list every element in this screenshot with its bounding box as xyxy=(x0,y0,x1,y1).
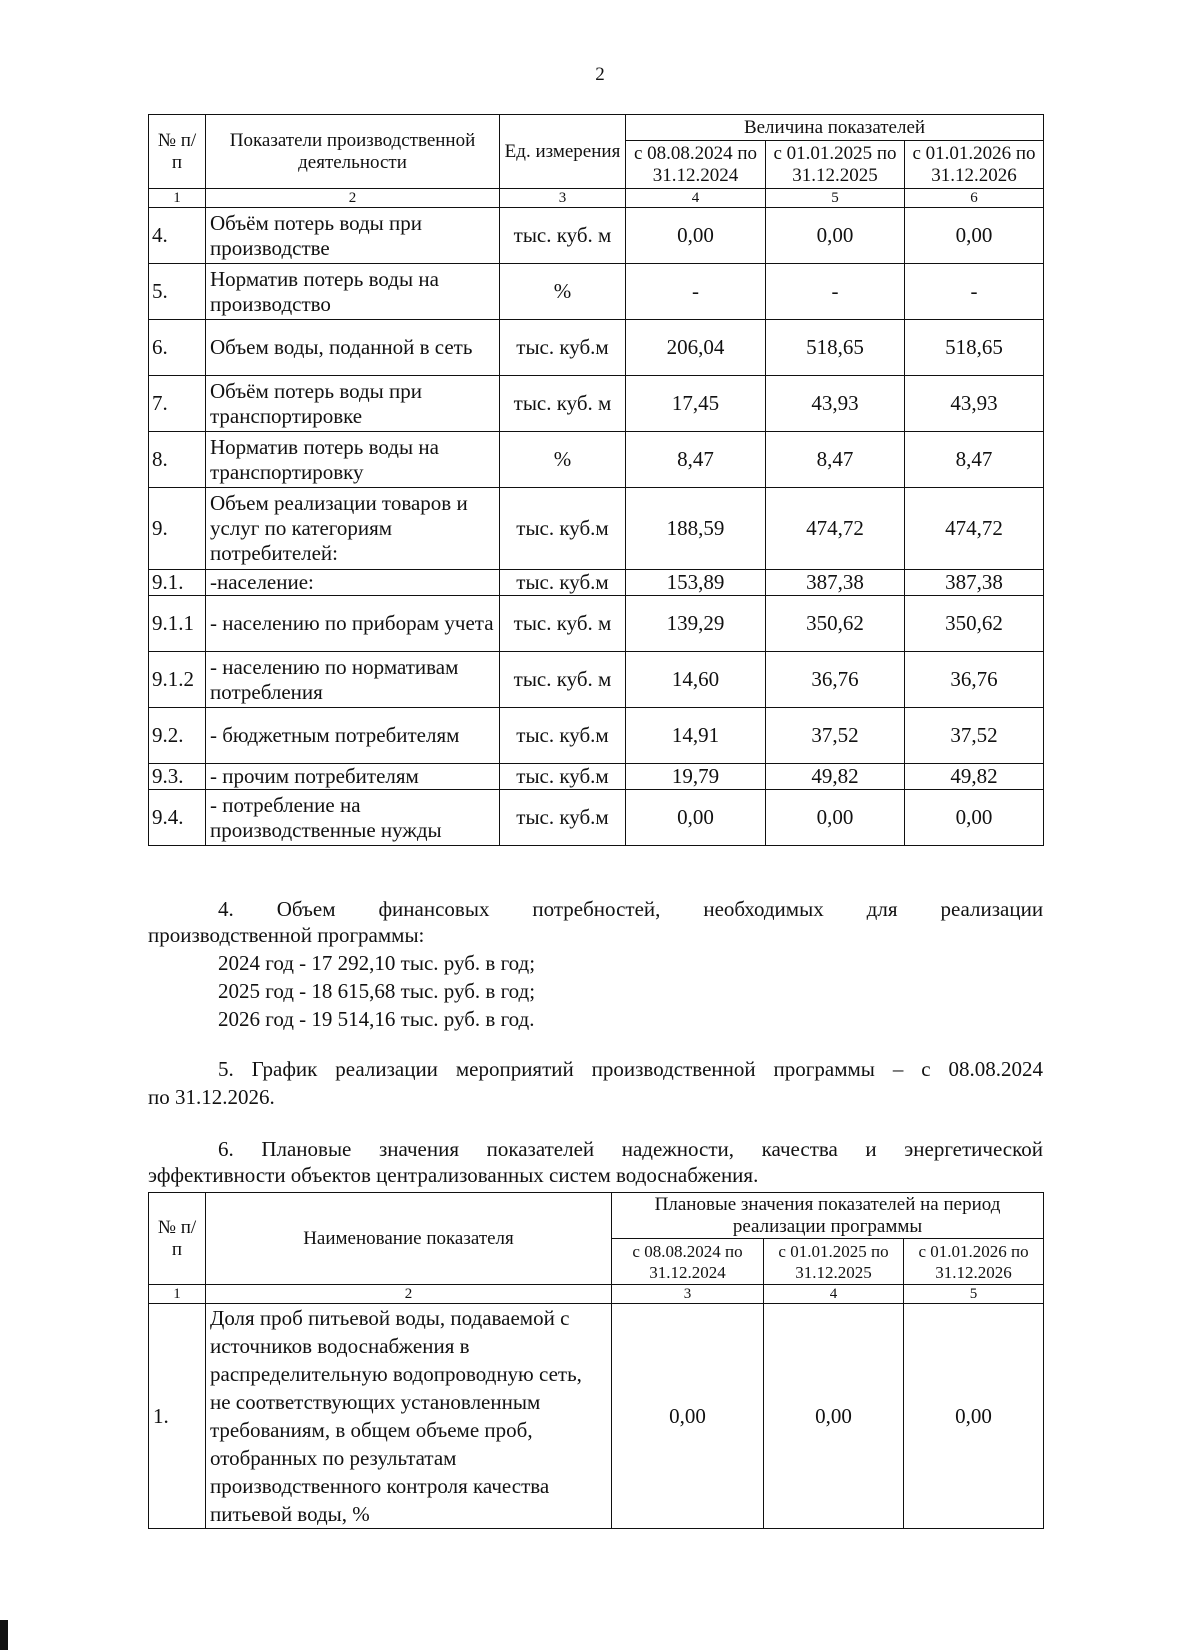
row-unit: тыс. куб. м xyxy=(500,652,626,708)
section6-line2: эффективности объектов централизованных систем водоснабжения. xyxy=(148,1163,759,1187)
column-number: 4 xyxy=(626,189,766,208)
row-number: 8. xyxy=(149,432,206,488)
header-planned-values: Плановые значения показателей на период реализации программы xyxy=(612,1193,1044,1239)
section4-word: потребностей, xyxy=(532,897,661,921)
row-value: 49,82 xyxy=(766,764,905,790)
table-row xyxy=(149,708,1044,764)
row-value: 49,82 xyxy=(905,764,1044,790)
row-indicator: Объем реализации товаров и услуг по категориям потребителей: xyxy=(206,488,500,570)
table-row xyxy=(149,432,1044,488)
row-value: 36,76 xyxy=(905,652,1044,708)
row-value: - xyxy=(766,264,905,320)
table-row xyxy=(149,596,1044,652)
row-value: 474,72 xyxy=(766,488,905,570)
row-value: 139,29 xyxy=(626,596,766,652)
row-value: 518,65 xyxy=(905,320,1044,376)
row-value: 188,59 xyxy=(626,488,766,570)
section4-line1 xyxy=(218,895,1043,923)
row-number: 4. xyxy=(149,208,206,264)
row-indicator: Объём потерь воды при производстве xyxy=(206,208,500,264)
row-value: 387,38 xyxy=(905,570,1044,596)
row-unit: % xyxy=(500,264,626,320)
row-value: 36,76 xyxy=(766,652,905,708)
header-values-group: Величина показателей xyxy=(626,115,1044,141)
column-number: 2 xyxy=(206,189,500,208)
row-unit: тыс. куб.м xyxy=(500,320,626,376)
table-row xyxy=(149,320,1044,376)
row-value: 0,00 xyxy=(905,790,1044,846)
section4-item: 2024 год - 17 292,10 тыс. руб. в год; xyxy=(218,951,536,975)
row-indicator: Норматив потерь воды на транспортировку xyxy=(206,432,500,488)
section4-word: необходимых xyxy=(703,897,824,921)
row-value: 43,93 xyxy=(766,376,905,432)
row-number: 9.1. xyxy=(149,570,206,596)
row-value: 206,04 xyxy=(626,320,766,376)
table-row xyxy=(149,376,1044,432)
row-indicator: -население: xyxy=(206,570,500,596)
row-value: 8,47 xyxy=(905,432,1044,488)
row-indicator: - населению по приборам учета xyxy=(206,596,500,652)
row-value: 350,62 xyxy=(766,596,905,652)
table-row xyxy=(149,1304,1044,1529)
header-num: № п/п xyxy=(149,115,206,189)
row-value: - xyxy=(905,264,1044,320)
row-value: 8,47 xyxy=(766,432,905,488)
table-row xyxy=(149,790,1044,846)
row-unit: тыс. куб. м xyxy=(500,208,626,264)
row-number: 9.4. xyxy=(149,790,206,846)
header-period: с 01.01.2025 по 31.12.2025 xyxy=(766,141,905,189)
table-row xyxy=(149,570,1044,596)
column-number: 2 xyxy=(206,1285,612,1304)
section4-item: 2025 год - 18 615,68 тыс. руб. в год; xyxy=(218,979,536,1003)
row-value: 0,00 xyxy=(626,790,766,846)
row-value: 17,45 xyxy=(626,376,766,432)
row-value: 518,65 xyxy=(766,320,905,376)
column-number: 1 xyxy=(149,189,206,208)
row-value: 14,91 xyxy=(626,708,766,764)
column-number: 5 xyxy=(904,1285,1044,1304)
header-indicator: Показатели производственной деятельности xyxy=(206,115,500,189)
row-unit: тыс. куб.м xyxy=(500,790,626,846)
row-value: 37,52 xyxy=(905,708,1044,764)
row-value: 0,00 xyxy=(904,1304,1044,1529)
section6-line1: 6. Плановые значения показателей надежности, качества и энергетической xyxy=(218,1137,1043,1161)
section5-line2: по 31.12.2026. xyxy=(148,1085,275,1109)
section4-word: финансовых xyxy=(378,897,490,921)
header-period: с 01.01.2026 по 31.12.2026 xyxy=(904,1239,1044,1285)
section4-word: 4. Объем xyxy=(218,897,336,921)
row-value: 153,89 xyxy=(626,570,766,596)
row-number: 7. xyxy=(149,376,206,432)
row-value: 387,38 xyxy=(766,570,905,596)
section5-line1: 5. График реализации мероприятий производственной программы – с 08.08.2024 xyxy=(218,1057,1043,1081)
row-value: 0,00 xyxy=(612,1304,764,1529)
table-row xyxy=(149,488,1044,570)
row-number: 9.1.1 xyxy=(149,596,206,652)
row-indicator: Норматив потерь воды на производство xyxy=(206,264,500,320)
column-number: 3 xyxy=(612,1285,764,1304)
scan-edge-mark xyxy=(0,1620,8,1650)
row-indicator: - прочим потребителям xyxy=(206,764,500,790)
row-indicator: - потребление на производственные нужды xyxy=(206,790,500,846)
row-value: 43,93 xyxy=(905,376,1044,432)
row-value: 0,00 xyxy=(766,208,905,264)
column-number: 6 xyxy=(905,189,1044,208)
row-number: 9.1.2 xyxy=(149,652,206,708)
row-number: 5. xyxy=(149,264,206,320)
header-num: № п/п xyxy=(149,1193,206,1285)
row-number: 9.3. xyxy=(149,764,206,790)
header-name: Наименование показателя xyxy=(206,1193,612,1285)
row-number: 6. xyxy=(149,320,206,376)
row-indicator: Объем воды, поданной в сеть xyxy=(206,320,500,376)
reliability-indicators-table xyxy=(148,1192,1044,1529)
row-number: 9.2. xyxy=(149,708,206,764)
row-unit: тыс. куб. м xyxy=(500,376,626,432)
table-row xyxy=(149,652,1044,708)
column-number-row xyxy=(149,1285,1044,1304)
row-name: Доля проб питьевой воды, подаваемой с источников водоснабжения в распределительную водопроводную сеть, не соответствующих установленным требованиям, в общем объеме проб, отобранных по результатам производственного контроля качества питьевой воды, % xyxy=(206,1304,612,1529)
column-number: 1 xyxy=(149,1285,206,1304)
row-value: 0,00 xyxy=(764,1304,904,1529)
section4-item: 2026 год - 19 514,16 тыс. руб. в год. xyxy=(218,1007,535,1031)
section4-word: реализации xyxy=(940,897,1044,921)
row-unit: % xyxy=(500,432,626,488)
header-period: с 01.01.2026 по 31.12.2026 xyxy=(905,141,1044,189)
header-period: с 08.08.2024 по 31.12.2024 xyxy=(626,141,766,189)
column-number: 5 xyxy=(766,189,905,208)
table-row xyxy=(149,208,1044,264)
row-value: 37,52 xyxy=(766,708,905,764)
row-value: 474,72 xyxy=(905,488,1044,570)
table-row xyxy=(149,264,1044,320)
row-indicator: Объём потерь воды при транспортировке xyxy=(206,376,500,432)
header-period: с 01.01.2025 по 31.12.2025 xyxy=(764,1239,904,1285)
row-indicator: - бюджетным потребителям xyxy=(206,708,500,764)
row-indicator: - населению по нормативам потребления xyxy=(206,652,500,708)
row-value: 350,62 xyxy=(905,596,1044,652)
row-unit: тыс. куб.м xyxy=(500,570,626,596)
row-value: 8,47 xyxy=(626,432,766,488)
row-unit: тыс. куб.м xyxy=(500,708,626,764)
header-unit: Ед. измерения xyxy=(500,115,626,189)
row-unit: тыс. куб.м xyxy=(500,488,626,570)
row-value: 19,79 xyxy=(626,764,766,790)
section4-word: для xyxy=(866,897,898,921)
production-indicators-table xyxy=(148,114,1044,846)
row-value: 14,60 xyxy=(626,652,766,708)
row-value: - xyxy=(626,264,766,320)
column-number: 4 xyxy=(764,1285,904,1304)
row-value: 0,00 xyxy=(626,208,766,264)
table-row xyxy=(149,764,1044,790)
row-number: 1. xyxy=(149,1304,206,1529)
page-number: 2 xyxy=(595,64,605,85)
row-unit: тыс. куб. м xyxy=(500,596,626,652)
section4-line2: производственной программы: xyxy=(148,923,425,947)
header-period: с 08.08.2024 по 31.12.2024 xyxy=(612,1239,764,1285)
column-number: 3 xyxy=(500,189,626,208)
column-number-row xyxy=(149,189,1044,208)
row-value: 0,00 xyxy=(766,790,905,846)
row-number: 9. xyxy=(149,488,206,570)
row-value: 0,00 xyxy=(905,208,1044,264)
row-unit: тыс. куб.м xyxy=(500,764,626,790)
